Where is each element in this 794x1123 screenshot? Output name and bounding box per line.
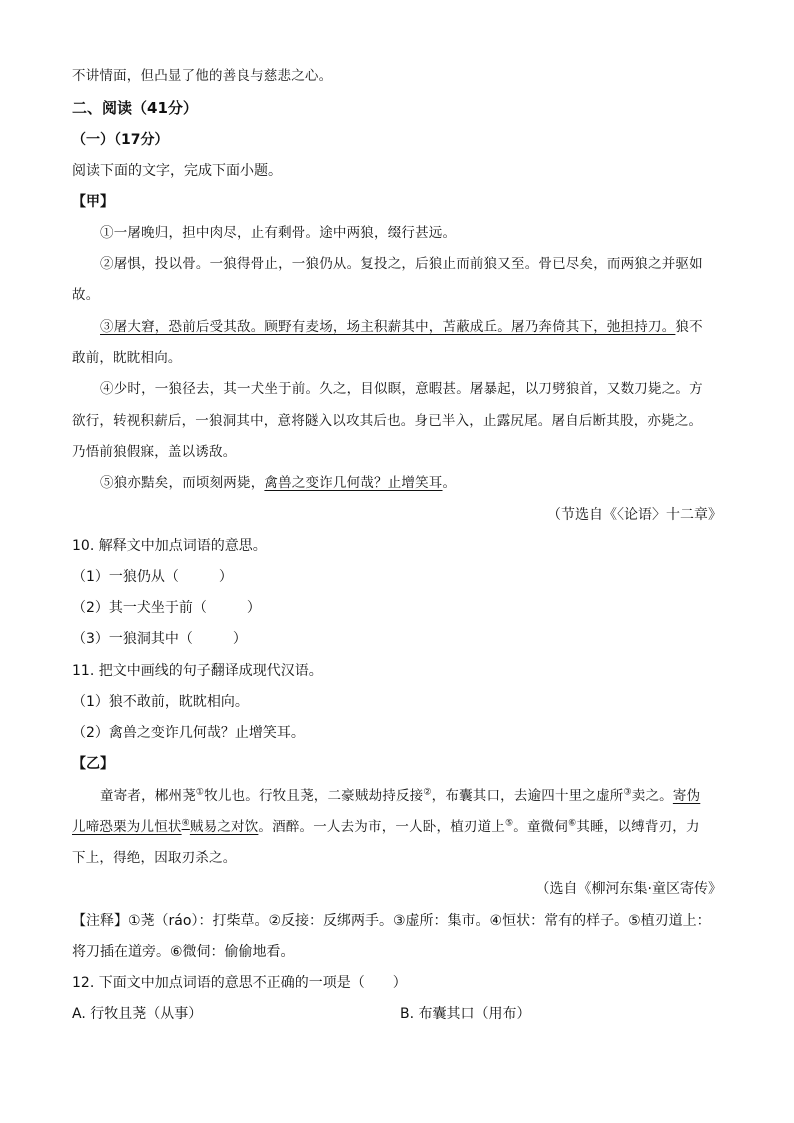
jia-p5-pre: ⑤狼亦黠矣，而顷刻两毙，	[100, 475, 265, 491]
jia-p2-line2: 故。	[72, 287, 100, 303]
note-ref: ③	[623, 787, 632, 798]
yi-source: （选自《柳河东集·童区寄传》	[535, 881, 722, 897]
notes-line1: 【注释】①荛（ráo）：打柴草。②反接：反绑两手。③虚所：集市。④恒状：常有的样子。⑤植刃道上：	[72, 913, 711, 929]
jia-label: 【甲】	[72, 194, 114, 210]
jia-p5	[100, 473, 456, 493]
note-ref: ④	[181, 818, 190, 829]
note-ref: ①	[195, 787, 205, 798]
jia-p3-underlined: ③屠大窘，恐前后受其敌。顾野有麦场，场主积薪其中，苫蔽成丘。屠乃奔倚其下，弛担持刀。	[100, 319, 676, 335]
instruction: 阅读下面的文字，完成下面小题。	[72, 163, 282, 179]
yi-line2: 儿啼恐栗为儿恒状④贼易之对饮。酒醉。一人去为市，一人卧，植刃道上⑤。童微伺⑥其睡，以缚背刃，力	[72, 818, 700, 835]
q12-option-b[interactable]: B. 布囊其口（用布）	[400, 1006, 531, 1022]
jia-p3-line2: 敢前，眈眈相向。	[72, 350, 182, 366]
yi-underlined-2: 儿啼恐栗为儿恒状	[72, 819, 182, 835]
yi-line1: 童寄者，郴州荛①牧儿也。行牧且荛，二豪贼劫持反接②，布囊其口，去逾四十里之虚所③卖之。寄伪	[100, 787, 701, 804]
q11-item2: （2）禽兽之变诈几何哉？止增笑耳。	[72, 725, 305, 741]
note-ref: ⑥	[568, 818, 577, 829]
yi-label: 【乙】	[72, 756, 114, 772]
jia-p4-line2: 欲行，转视积薪后，一狼洞其中，意将隧入以攻其后也。身已半入，止露尻尾。屠自后断其股，亦毙之。	[72, 413, 703, 429]
jia-source: （节选自《〈论语〉十二章》	[547, 507, 722, 523]
jia-p5-post: 。	[442, 475, 457, 491]
q11-item1: （1）狼不敢前，眈眈相向。	[72, 694, 249, 710]
notes-line2: 将刀插在道旁。⑥微伺：偷偷地看。	[72, 944, 295, 960]
q10-item3: （3）一狼洞其中（ ）	[72, 631, 247, 647]
note-ref: ⑤	[505, 818, 514, 829]
q11-stem: 11. 把文中画线的句子翻译成现代汉语。	[72, 663, 323, 679]
q10-stem: 10. 解释文中加点词语的意思。	[72, 538, 267, 554]
jia-p5-underlined: 禽兽之变诈几何哉？止增笑耳	[264, 475, 443, 491]
yi-line3: 下上，得绝，因取刃杀之。	[72, 850, 237, 866]
note-ref: ②	[423, 787, 432, 798]
q10-item1: （1）一狼仍从（ ）	[72, 569, 233, 585]
yi-underlined-1: 寄伪	[672, 788, 701, 804]
yi-underlined-3: 贼易之对饮	[189, 819, 259, 835]
q12-options	[72, 1004, 722, 1024]
jia-p4-line3: 乃悟前狼假寐，盖以诱敌。	[72, 444, 237, 460]
q12-stem: 12. 下面文中加点词语的意思不正确的一项是（ ）	[72, 975, 407, 991]
jia-p2-line1: ②屠惧，投以骨。一狼得骨止，一狼仍从。复投之，后狼止而前狼又至。骨已尽矣，而两狼之并驱如	[100, 256, 703, 272]
jia-p3-line1	[100, 317, 703, 337]
part-title: （一）（17分）	[72, 132, 169, 148]
q12-option-a[interactable]: A. 行牧且荛（从事）	[72, 1006, 203, 1022]
intro-line: 不讲情面，但凸显了他的善良与慈悲之心。	[72, 68, 333, 84]
jia-p4-line1: ④少时，一狼径去，其一犬坐于前。久之，目似瞑，意暇甚。屠暴起，以刀劈狼首，又数刀毙之。方	[100, 381, 703, 397]
jia-p3-tail: 狼不	[675, 319, 703, 335]
q10-item2: （2）其一犬坐于前（ ）	[72, 600, 261, 616]
jia-p1: ①一屠晚归，担中肉尽，止有剩骨。途中两狼，缀行甚远。	[100, 225, 457, 241]
section-title: 二、阅读（41分）	[72, 99, 198, 117]
